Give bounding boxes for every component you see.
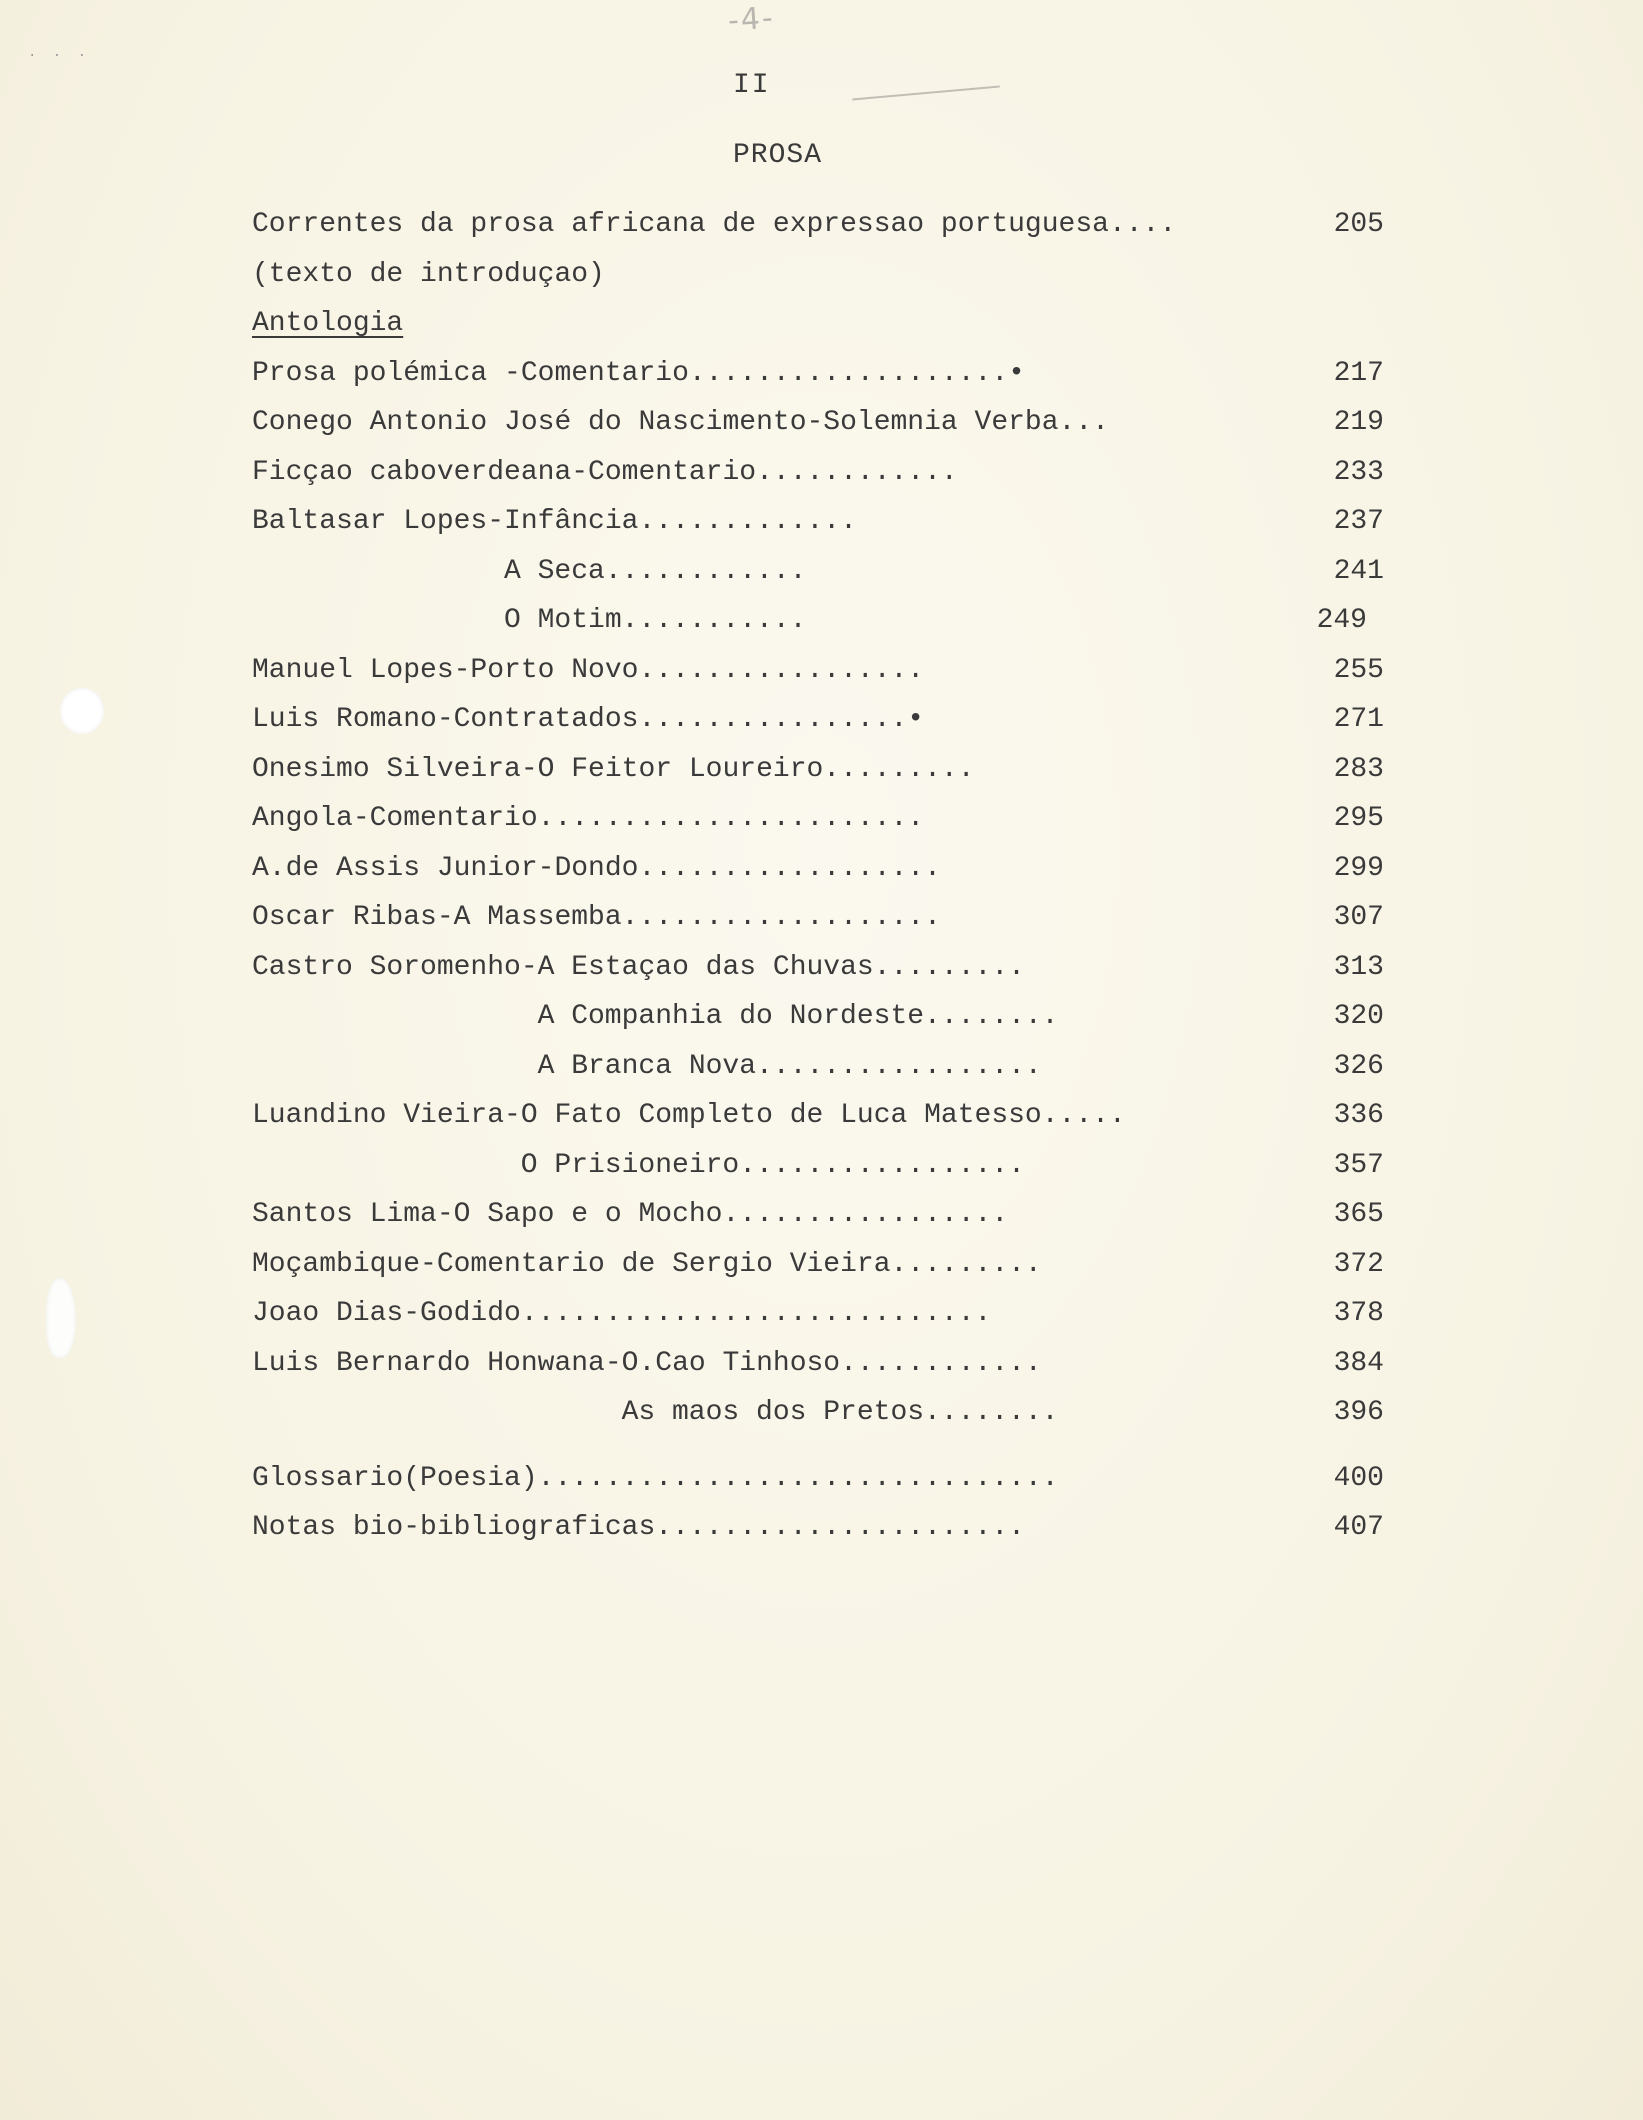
toc-entry-title: Luis Romano-Contratados................• [252,704,925,735]
toc-entry-title: Santos Lima-O Sapo e o Mocho................. [252,1199,1009,1230]
toc-page-number: 219 [1333,407,1384,438]
toc-entry-title: As maos dos Pretos........ [621,1397,1059,1428]
toc-entry [252,200,1402,250]
toc-entry [252,1388,1402,1438]
toc-page-number: 217 [1333,357,1384,389]
toc-entry [252,349,1402,399]
toc-entry [252,794,1402,844]
toc-page-number: 400 [1333,1462,1384,1494]
toc-page-number: 336 [1333,1100,1384,1131]
toc-page-number: 313 [1333,951,1384,983]
toc-entry-title: Glossario(Poesia)............................... [252,1462,1059,1494]
toc-page-number: 205 [1333,209,1384,240]
pencil-line [852,86,1000,101]
toc-page-number: 357 [1333,1149,1384,1181]
torn-hole [46,1278,76,1358]
toc-entry-title: Notas bio-bibliograficas...................... [252,1512,1025,1543]
toc-entry [252,398,1402,448]
toc-entry [252,1240,1402,1290]
toc-entry-title: Correntes da prosa africana de expressao portuguesa.... [252,209,1177,240]
toc-page-number: 320 [1333,1001,1384,1032]
corner-smudge: · · · [28,48,91,64]
toc-entry [252,1503,1402,1553]
toc-entry-title: A Companhia do Nordeste........ [537,1001,1059,1032]
toc-entry [252,250,1402,300]
toc-entry-title: Ficçao caboverdeana-Comentario............ [252,456,958,488]
toc-entry [252,448,1402,498]
toc-page-number: 255 [1333,654,1384,686]
handwritten-page-number: -4- [726,0,776,39]
toc-page-number: 396 [1333,1397,1384,1428]
toc-entry-title: A.de Assis Junior-Dondo.................. [252,852,941,884]
toc-entry-title: Luandino Vieira-O Fato Completo de Luca Matesso..... [252,1100,1126,1131]
toc-entry [252,299,1402,349]
toc-page-number: 295 [1333,803,1384,834]
toc-entry-title: Onesimo Silveira-O Feitor Loureiro......... [252,753,975,785]
toc-page-number: 241 [1333,555,1384,587]
toc-entry [252,1339,1402,1389]
toc-entry [252,844,1402,894]
toc-page-number: 233 [1333,456,1384,488]
toc-entry [252,943,1402,993]
table-of-contents [252,200,1402,1553]
toc-entry [252,1190,1402,1240]
toc-entry [252,745,1402,795]
toc-entry [252,1141,1402,1191]
toc-entry-title: Luis Bernardo Honwana-O.Cao Tinhoso............ [252,1347,1042,1379]
toc-entry [252,1289,1402,1339]
toc-page-number: 237 [1333,506,1384,537]
section-title: PROSA [733,140,823,171]
toc-entry-title: A Branca Nova................. [537,1050,1042,1082]
toc-page-number: 249 [1316,605,1367,636]
toc-page-number: 283 [1333,753,1384,785]
toc-entry-title: Joao Dias-Godido............................ [252,1298,992,1329]
toc-page-number: 307 [1333,902,1384,933]
toc-entry-title: Manuel Lopes-Porto Novo................. [252,654,925,686]
toc-entry-title: (texto de introduçao) [252,258,605,290]
toc-entry [252,893,1402,943]
toc-page-number: 384 [1333,1347,1384,1379]
toc-page-number: 299 [1333,852,1384,884]
toc-entry [252,1454,1402,1504]
toc-entry-title: O Motim........... [504,605,807,636]
toc-entry-title: Moçambique-Comentario de Sergio Vieira......... [252,1248,1042,1280]
toc-page-number: 365 [1333,1199,1384,1230]
toc-entry-title: Conego Antonio José do Nascimento-Solemnia Verba... [252,407,1109,438]
toc-entry-title: Angola-Comentario....................... [252,803,925,834]
toc-entry [252,695,1402,745]
toc-entry [252,646,1402,696]
toc-entry-title: Baltasar Lopes-Infância............. [252,506,857,537]
section-number: II [733,70,771,101]
toc-page-number: 372 [1333,1248,1384,1280]
toc-entry-title: Castro Soromenho-A Estaçao das Chuvas......... [252,951,1025,983]
toc-entry-title: O Prisioneiro................. [520,1149,1025,1181]
toc-page-number: 378 [1333,1298,1384,1329]
toc-entry-title: Prosa polémica -Comentario...................• [252,357,1025,389]
toc-entry-title: Oscar Ribas-A Massemba................... [252,902,941,933]
punch-hole [60,688,104,734]
toc-subheading: Antologia [252,308,404,339]
toc-page-number: 326 [1333,1050,1384,1082]
toc-entry [252,992,1402,1042]
toc-entry-title: A Seca............ [504,555,807,587]
toc-entry [252,547,1402,597]
toc-entry [252,596,1402,646]
toc-page-number: 271 [1333,704,1384,735]
toc-page-number: 407 [1333,1512,1384,1543]
toc-entry [252,1091,1402,1141]
toc-entry [252,1042,1402,1092]
toc-entry [252,497,1402,547]
